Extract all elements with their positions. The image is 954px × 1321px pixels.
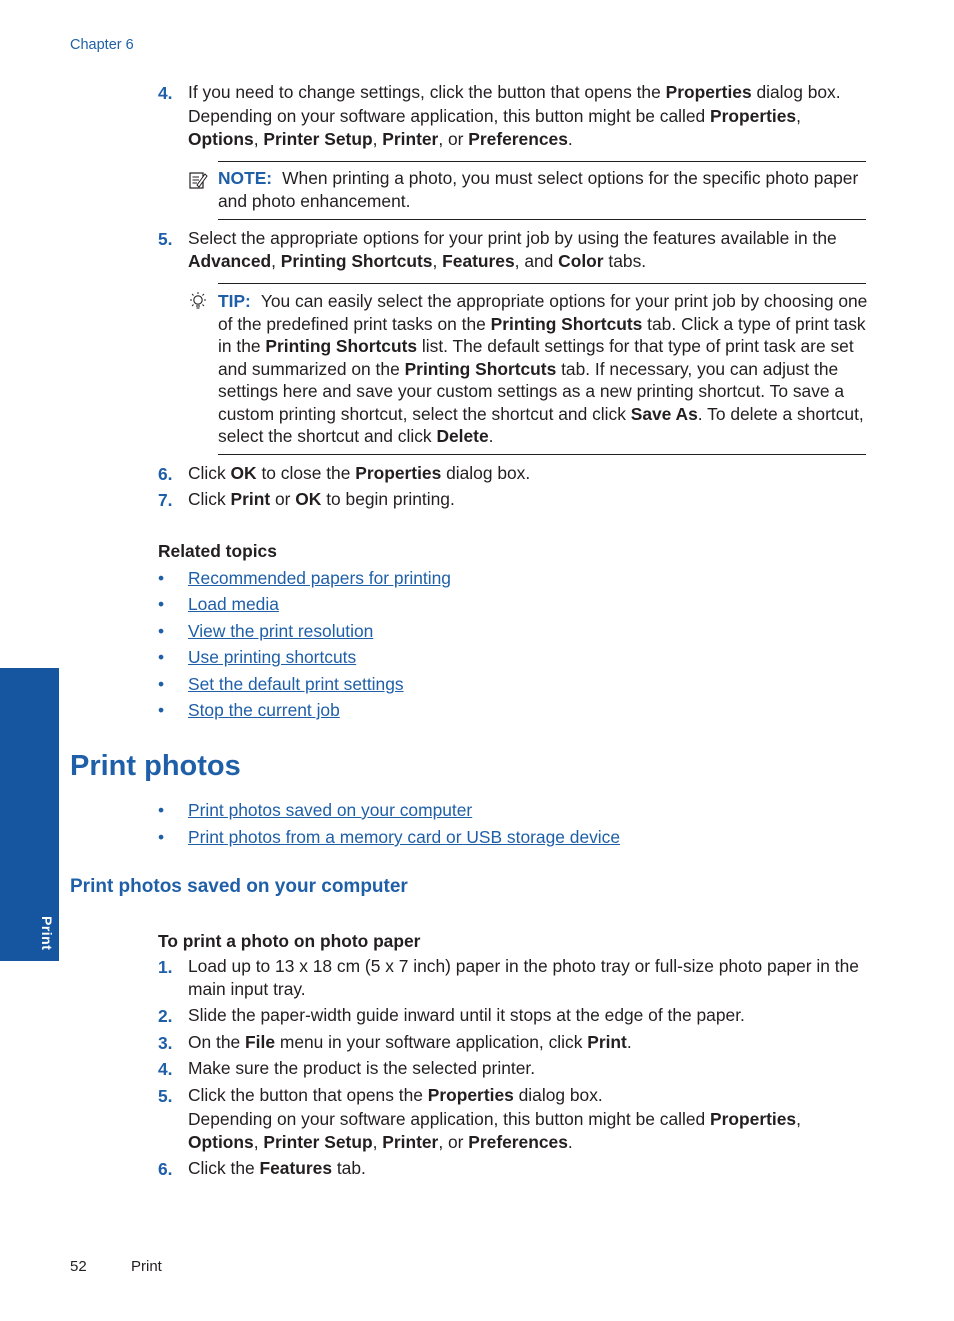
step-text: Click the Features tab. (188, 1158, 366, 1178)
step-text: Load up to 13 x 18 cm (5 x 7 inch) paper in the photo tray or full-size photo paper in the main input tray. (188, 956, 859, 999)
step-number: 1. (158, 957, 173, 977)
step-text: Make sure the product is the selected printer. (188, 1058, 536, 1078)
procedure-heading: To print a photo on photo paper (158, 931, 421, 951)
step-number: 6. (158, 1159, 173, 1179)
chapter-header: Chapter 6 (70, 37, 134, 53)
step-text: Slide the paper-width guide inward until it stops at the edge of the paper. (188, 1005, 745, 1025)
bullet: • (158, 700, 165, 720)
step-text: Click OK to close the Properties dialog box. (188, 463, 531, 483)
step-text: On the File menu in your software application, click Print. (188, 1032, 632, 1052)
note-text (218, 167, 868, 212)
bullet: • (158, 568, 165, 588)
note-body: When printing a photo, you must select options for the specific photo paper and photo enhancement. (218, 168, 859, 211)
step-number: 5. (158, 1086, 173, 1106)
tip-text (218, 290, 868, 448)
related-link[interactable]: View the print resolution (188, 621, 374, 641)
tip-body: You can easily select the appropriate options for your print job by choosing one of the predefined print tasks on the Printing Shortcuts tab. Click a type of print task in the Printing Shortcuts list. The default settings for that type of print task are set and summarized on the Printing Shortcuts tab. If necessary, you can adjust the settings here and save your custom settings as a new printing shortcut. To save a custom printing shortcut, select the shortcut and click Save As. To delete a shortcut, select the shortcut and click Delete. (218, 291, 868, 446)
bullet: • (158, 621, 165, 641)
related-link[interactable]: Stop the current job (188, 700, 340, 720)
section-title: Print photos (70, 750, 241, 782)
footer-section: Print (131, 1258, 162, 1275)
related-link[interactable]: Load media (188, 594, 279, 614)
step-text: Click the button that opens the Properties dialog box. Depending on your software application, this button might be called Properties, Options, Printer Setup, Printer, or Preferences. (188, 1085, 801, 1152)
section-link[interactable]: Print photos saved on your computer (188, 800, 473, 820)
note-rule-bottom (218, 219, 866, 220)
bullet: • (158, 647, 165, 667)
step-number: 4. (158, 83, 173, 103)
step-number: 2. (158, 1006, 173, 1026)
step-number: 4. (158, 1059, 173, 1079)
lightbulb-icon (188, 291, 208, 311)
step-text: If you need to change settings, click the button that opens the Properties dialog box. Depending on your software application, this button might be called Properties, Options, Printer Setup, Printer, or Preferences. (188, 82, 841, 149)
tip-rule-bottom (218, 454, 866, 455)
bullet: • (158, 800, 165, 820)
tip-rule-top (218, 283, 866, 284)
section-link[interactable]: Print photos from a memory card or USB storage device (188, 827, 621, 847)
bullet: • (158, 674, 165, 694)
step-number: 3. (158, 1033, 173, 1053)
related-link[interactable]: Recommended papers for printing (188, 568, 451, 588)
side-tab-label: Print (39, 916, 55, 951)
bullet: • (158, 594, 165, 614)
step-number: 6. (158, 464, 173, 484)
bullet: • (158, 827, 165, 847)
subsection-title: Print photos saved on your computer (70, 876, 408, 897)
related-link[interactable]: Use printing shortcuts (188, 647, 357, 667)
step-text: Click Print or OK to begin printing. (188, 489, 455, 509)
note-rule-top (218, 161, 866, 162)
related-link[interactable]: Set the default print settings (188, 674, 404, 694)
step-number: 7. (158, 490, 173, 510)
note-label: NOTE: (218, 168, 273, 188)
note-icon (188, 170, 208, 190)
related-topics-heading: Related topics (158, 541, 277, 561)
step-number: 5. (158, 229, 173, 249)
page-number: 52 (70, 1258, 87, 1275)
step-text: Select the appropriate options for your print job by using the features available in the Advanced, Printing Shortcuts, Features, and Color tabs. (188, 228, 837, 271)
tip-label: TIP: (218, 291, 251, 311)
